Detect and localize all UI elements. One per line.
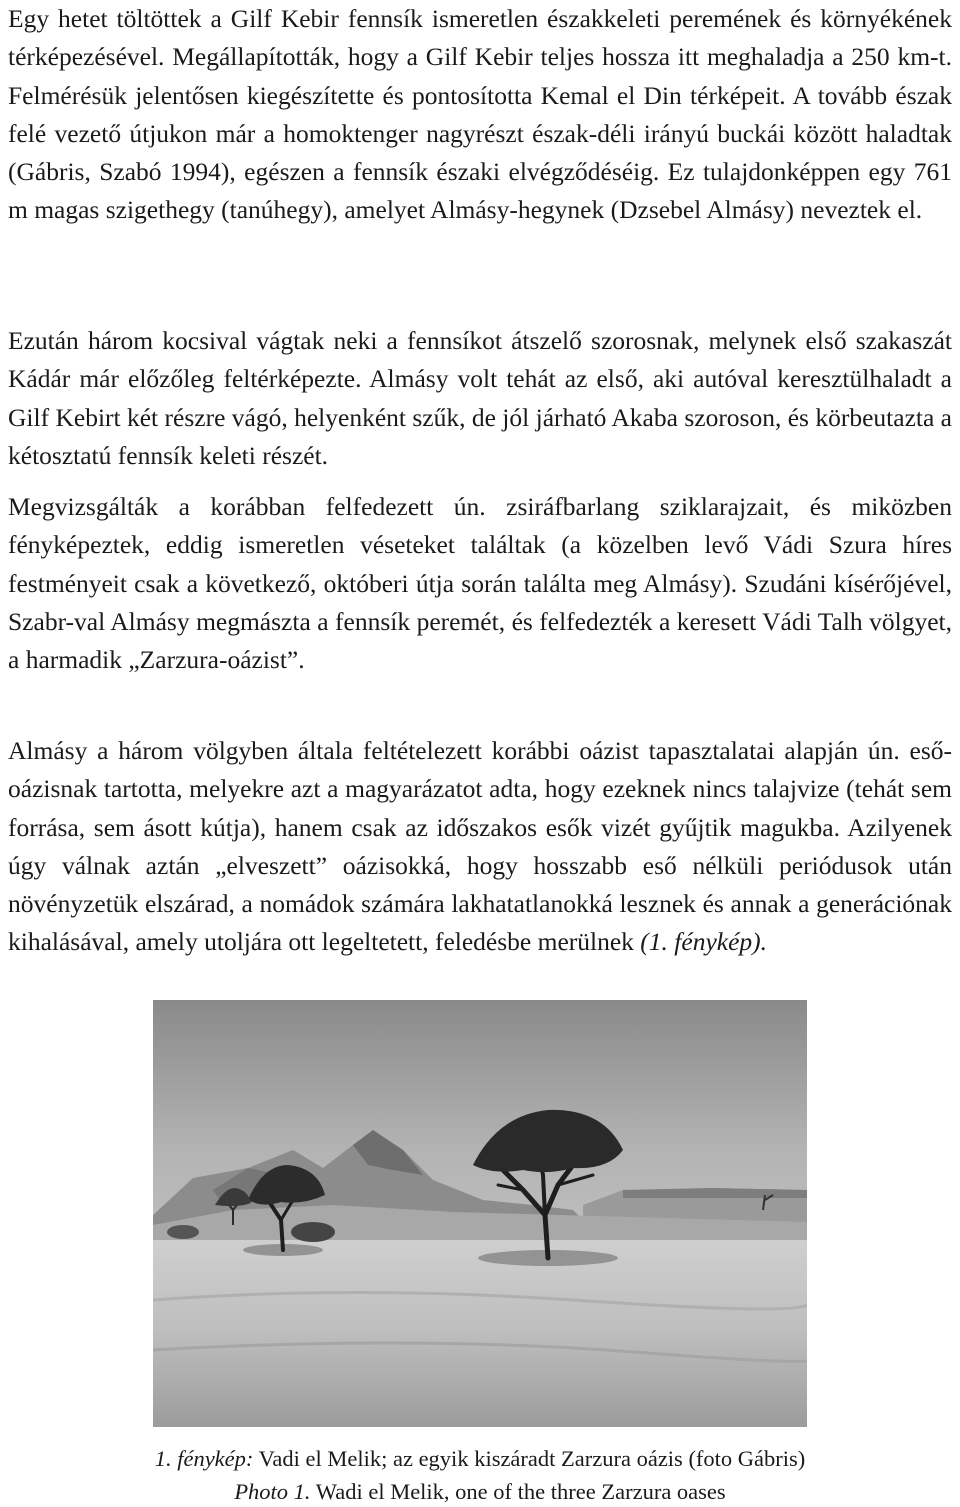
photo-caption-hu-text: Vadi el Melik; az egyik kiszáradt Zarzura oázis (foto Gábris) [253, 1446, 806, 1471]
photo-caption-hu-label: 1. fénykép: [154, 1446, 254, 1471]
paragraph-1: Egy hetet töltöttek a Gilf Kebir fennsík ismeretlen északkeleti peremének és környékének térképezésével. Megállapították, hogy a Gilf Kebir teljes hossza itt meghaladja a 250 km-t. Felmérésük jelentősen kiegészítette és pontosította Kemal el Din térképeit. A tovább észak felé vezető útjukon már a homoktenger nagyrészt észak-déli irányú buckái között haladtak (Gábris, Szabó 1994), egészen a fennsík északi elvégződéséig. Ez tulajdonképpen egy 761 m magas szigethegy (tanúhegy), amelyet Almásy-hegynek (Dzsebel Almásy) neveztek el. [8, 4, 952, 225]
photo-caption-en-label: Photo 1. [234, 1479, 311, 1504]
photo-wadi-el-melik [153, 1000, 807, 1427]
paragraph-4 [8, 732, 952, 962]
photo-caption-hu [0, 1444, 960, 1474]
photo-caption-en [0, 1477, 960, 1507]
paragraph-3: Megvizsgálták a korábban felfedezett ún. zsiráfbarlang sziklarajzait, és miközben fényképeztek, eddig ismeretlen véseteket találtak (a közelben levő Vádi Szura híres festményeit csak a következő, októberi útja során találta meg Almásy). Szudáni kísérőjével, Szabr-val Almásy megmászta a fennsík peremét, és felfedezték a keresett Vádi Talh völgyet, a harmadik „Zarzura-oázist”. [8, 492, 952, 675]
photo-reference: (1. fénykép). [640, 927, 768, 957]
paragraph-4-text: Almásy a három völgyben általa feltételezett korábbi oázist tapasztalatai alapján ún. eső-oázisnak tartotta, melyekre azt a magyarázatot adta, hogy ezeknek nincs talajvize (tehát sem forrása, sem ásott kútja), hanem csak az időszakos esők vizét gyűjtik magukba. Azilyenek úgy válnak aztán „elveszett” oázisokká, hogy hosszabb eső nélküli periódusok után növényzetük elszárad, a nomádok számára lakhatatlanokká lesznek és annak a generációnak kihalásával, amely utoljára ott legeltetett, feledésbe merülnek [8, 736, 952, 957]
photo-caption-en-text: Wadi el Melik, one of the three Zarzura oases [310, 1479, 726, 1504]
paragraph-2: Ezután három kocsival vágtak neki a fennsíkot átszelő szorosnak, melynek első szakaszát Kádár már előzőleg feltérképezte. Almásy volt tehát az első, aki autóval keresztülhaladt a Gilf Kebirt két részre vágó, helyenként szűk, de jól járható Akaba szoroson, és körbeutazta a kétosztatú fennsík keleti részét. [8, 326, 952, 470]
